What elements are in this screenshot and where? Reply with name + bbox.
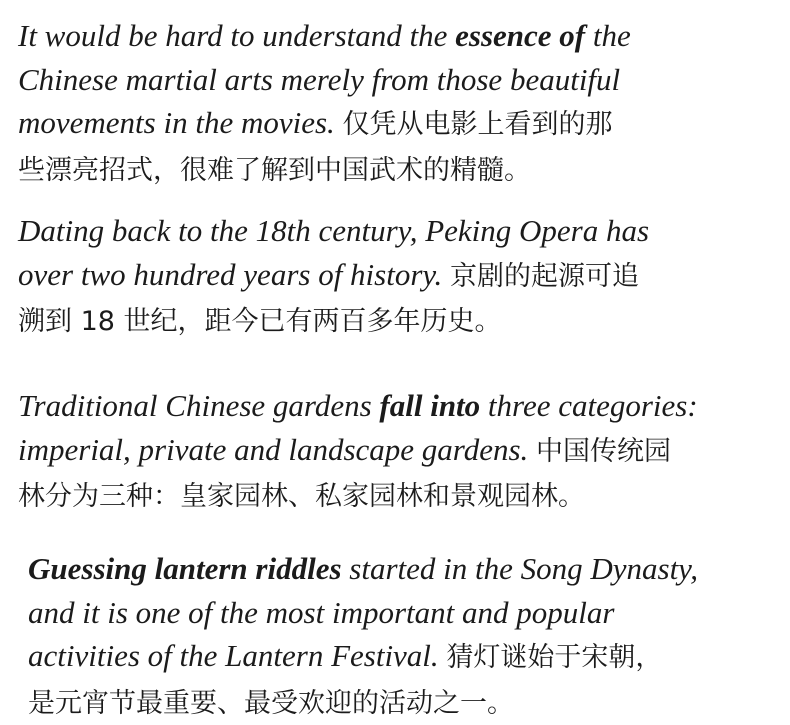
text-segment: Traditional Chinese gardens bbox=[18, 388, 379, 423]
text-line bbox=[18, 58, 631, 102]
chinese-text: 是元宵节最重要、最受欢迎的活动之一。 bbox=[28, 688, 514, 719]
chinese-text: 中国传统园 bbox=[536, 436, 671, 467]
text-line bbox=[28, 634, 698, 680]
text-line bbox=[18, 147, 631, 193]
chinese-text: 仅凭从电影上看到的那 bbox=[343, 109, 613, 140]
chinese-text: 溯到 18 世纪，距今已有两百多年历史。 bbox=[18, 306, 502, 337]
bold-phrase: essence of bbox=[455, 18, 585, 53]
text-line bbox=[18, 384, 698, 428]
text-line bbox=[18, 253, 649, 299]
paragraph-chinese-gardens bbox=[18, 384, 698, 519]
text-segment: started in the Song Dynasty, bbox=[342, 551, 698, 586]
text-segment: activities of the Lantern Festival. bbox=[28, 638, 446, 673]
paragraph-lantern-riddles bbox=[28, 547, 698, 725]
text-line bbox=[28, 547, 698, 591]
text-line bbox=[18, 209, 649, 253]
paragraph-martial-arts bbox=[18, 14, 631, 192]
text-segment: over two hundred years of history. bbox=[18, 257, 450, 292]
text-segment: and it is one of the most important and popular bbox=[28, 595, 614, 630]
chinese-text: 京剧的起源可追 bbox=[450, 261, 639, 292]
text-segment: three categories: bbox=[480, 388, 698, 423]
bold-phrase: fall into bbox=[379, 388, 480, 423]
text-line bbox=[28, 591, 698, 635]
text-line bbox=[18, 101, 631, 147]
chinese-text: 林分为三种：皇家园林、私家园林和景观园林。 bbox=[18, 481, 585, 512]
paragraph-peking-opera bbox=[18, 209, 649, 344]
text-line bbox=[18, 14, 631, 58]
text-segment: It would be hard to understand the bbox=[18, 18, 455, 53]
text-segment: imperial, private and landscape gardens. bbox=[18, 432, 536, 467]
text-line bbox=[28, 680, 698, 725]
chinese-text: 猜灯谜始于宋朝， bbox=[446, 642, 662, 673]
chinese-text: 些漂亮招式，很难了解到中国武术的精髓。 bbox=[18, 155, 531, 186]
text-line bbox=[18, 298, 649, 344]
text-segment: movements in the movies. bbox=[18, 105, 343, 140]
text-line bbox=[18, 428, 698, 474]
text-segment: Dating back to the 18th century, Peking Opera has bbox=[18, 213, 649, 248]
text-line bbox=[18, 473, 698, 519]
text-segment: the bbox=[585, 18, 631, 53]
bold-phrase: Guessing lantern riddles bbox=[28, 551, 342, 586]
text-segment: Chinese martial arts merely from those beautiful bbox=[18, 62, 620, 97]
